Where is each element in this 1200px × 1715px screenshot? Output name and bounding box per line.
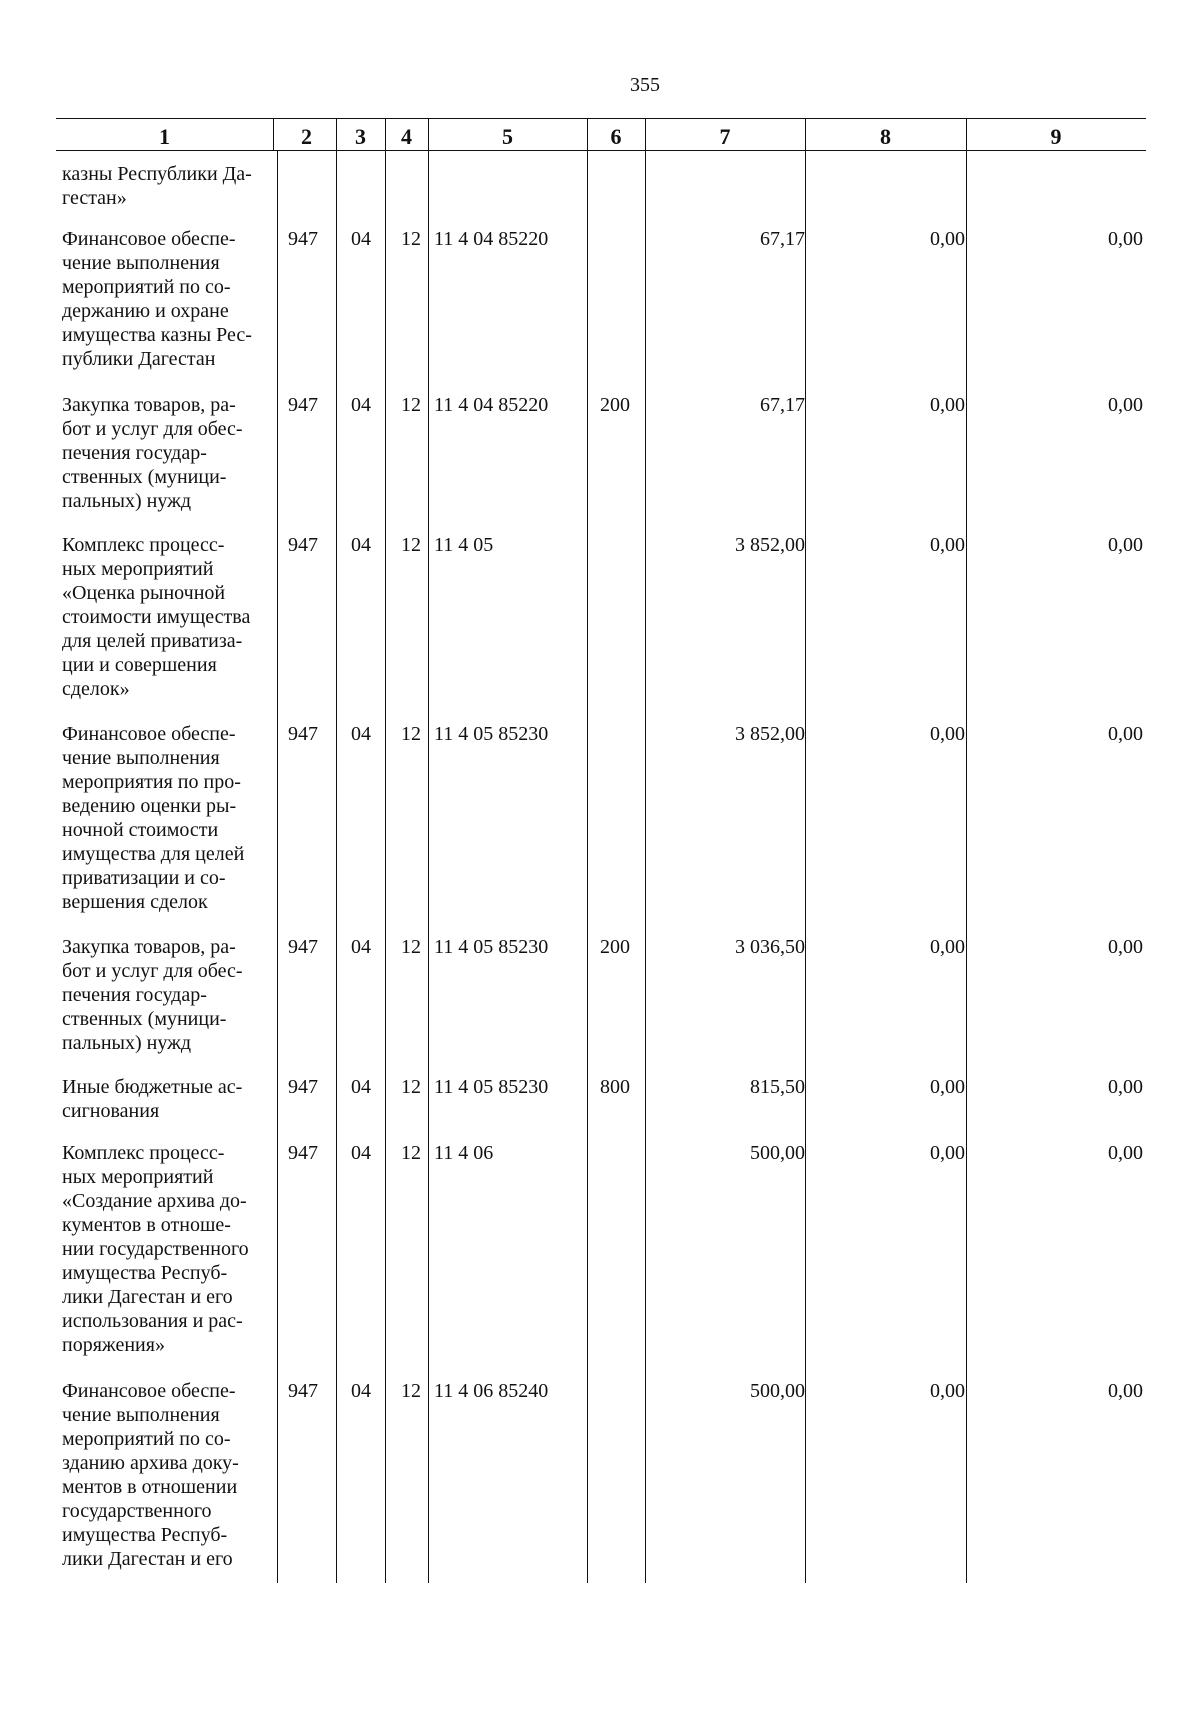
cell-col-9: 0,00 [1108,1380,1143,1402]
cell-col-2: 947 [288,1380,318,1402]
cell-col-9: 0,00 [1108,1076,1143,1098]
cell-col-8: 0,00 [930,228,965,250]
cell-col-2: 947 [288,1142,318,1164]
cell-col-5: 11 4 06 [434,1142,494,1164]
header-col-2: 2 [301,124,312,149]
cell-col-4: 12 [401,1380,421,1402]
cell-col-4: 12 [401,228,421,250]
cell-col-2: 947 [288,534,318,556]
cell-col-9: 0,00 [1108,394,1143,416]
cell-col-5: 11 4 05 85230 [434,936,549,958]
header-col-1: 1 [159,124,170,149]
cell-col-7: 3 852,00 [735,534,805,556]
column-divider-1-body [277,150,278,1583]
cell-col-5: 11 4 05 85230 [434,1076,549,1098]
cell-col-9: 0,00 [1108,1142,1143,1164]
column-divider-4 [428,118,429,1583]
cell-col-4: 12 [401,394,421,416]
cell-col-8: 0,00 [930,1076,965,1098]
cell-col-6: 800 [600,1076,630,1098]
row-name: Иные бюджетные ас- сигнования [62,1076,243,1122]
table-top-rule [56,118,1146,119]
cell-col-7: 815,50 [750,1076,805,1098]
header-col-6: 6 [610,124,622,149]
row-name: Закупка товаров, ра- бот и услуг для обес- печения государ- ственных (муници- пальных) нужд [62,936,243,1054]
cell-col-6: 200 [600,936,630,958]
cell-col-8: 0,00 [930,394,965,416]
cell-col-5: 11 4 05 85230 [434,723,549,745]
row-name: Финансовое обеспе- чение выполнения мероприятия по про- ведению оценки ры- ночной стоимости имущества для целей приватизации и со- вершения сделок [62,723,245,913]
cell-col-7: 67,17 [760,228,805,250]
column-divider-1 [273,118,274,150]
cell-col-2: 947 [288,723,318,745]
row-name: Финансовое обеспе- чение выполнения мероприятий по со- зданию архива доку- ментов в отношении государственного имущества Респуб- лики Дагестан и его [62,1380,239,1570]
cell-col-9: 0,00 [1108,723,1143,745]
column-divider-8 [966,118,967,1583]
row-name: казны Республики Да- гестан» [62,163,252,209]
header-col-8: 8 [880,124,891,149]
cell-col-3: 04 [351,1142,371,1164]
header-col-5: 5 [502,124,513,149]
cell-col-8: 0,00 [930,936,965,958]
header-col-4: 4 [401,124,412,149]
cell-col-5: 11 4 04 85220 [434,394,549,416]
column-divider-2 [336,118,337,1583]
cell-col-4: 12 [401,1142,421,1164]
row-name: Финансовое обеспе- чение выполнения мероприятий по со- держанию и охране имущества казны Рес- публики Дагестан [62,228,252,370]
cell-col-6: 200 [600,394,630,416]
cell-col-2: 947 [288,394,318,416]
cell-col-5: 11 4 05 [434,534,494,556]
cell-col-8: 0,00 [930,1142,965,1164]
table-header-rule [56,150,1146,151]
cell-col-5: 11 4 06 85240 [434,1380,549,1402]
cell-col-3: 04 [351,723,371,745]
cell-col-3: 04 [351,1076,371,1098]
cell-col-2: 947 [288,936,318,958]
cell-col-7: 67,17 [760,394,805,416]
header-col-3: 3 [355,124,366,149]
cell-col-4: 12 [401,534,421,556]
cell-col-7: 3 852,00 [735,723,805,745]
cell-col-9: 0,00 [1108,228,1143,250]
cell-col-3: 04 [351,1380,371,1402]
cell-col-3: 04 [351,394,371,416]
cell-col-4: 12 [401,936,421,958]
cell-col-3: 04 [351,534,371,556]
cell-col-5: 11 4 04 85220 [434,228,549,250]
cell-col-8: 0,00 [930,1380,965,1402]
cell-col-7: 3 036,50 [735,936,805,958]
cell-col-2: 947 [288,1076,318,1098]
cell-col-2: 947 [288,228,318,250]
cell-col-9: 0,00 [1108,534,1143,556]
column-divider-3 [385,118,386,1583]
cell-col-3: 04 [351,228,371,250]
header-col-9: 9 [1050,124,1062,149]
cell-col-7: 500,00 [750,1380,805,1402]
column-divider-5 [587,118,588,1583]
cell-col-4: 12 [401,1076,421,1098]
cell-col-9: 0,00 [1108,936,1143,958]
column-divider-7 [805,118,806,1583]
row-name: Комплекс процесс- ных мероприятий «Создание архива до- кументов в отноше- нии государственного имущества Респуб- лики Дагестан и его использования и рас- поряжения» [62,1142,249,1356]
row-name: Комплекс процесс- ных мероприятий «Оценка рыночной стоимости имущества для целей приватиза- ции и совершения сделок» [62,534,251,700]
cell-col-7: 500,00 [750,1142,805,1164]
cell-col-8: 0,00 [930,723,965,745]
header-col-7: 7 [719,124,731,149]
cell-col-4: 12 [401,723,421,745]
page-number: 355 [630,74,660,96]
row-name: Закупка товаров, ра- бот и услуг для обес- печения государ- ственных (муници- пальных) нужд [62,394,243,512]
cell-col-3: 04 [351,936,371,958]
cell-col-8: 0,00 [930,534,965,556]
column-divider-6 [645,118,646,1583]
